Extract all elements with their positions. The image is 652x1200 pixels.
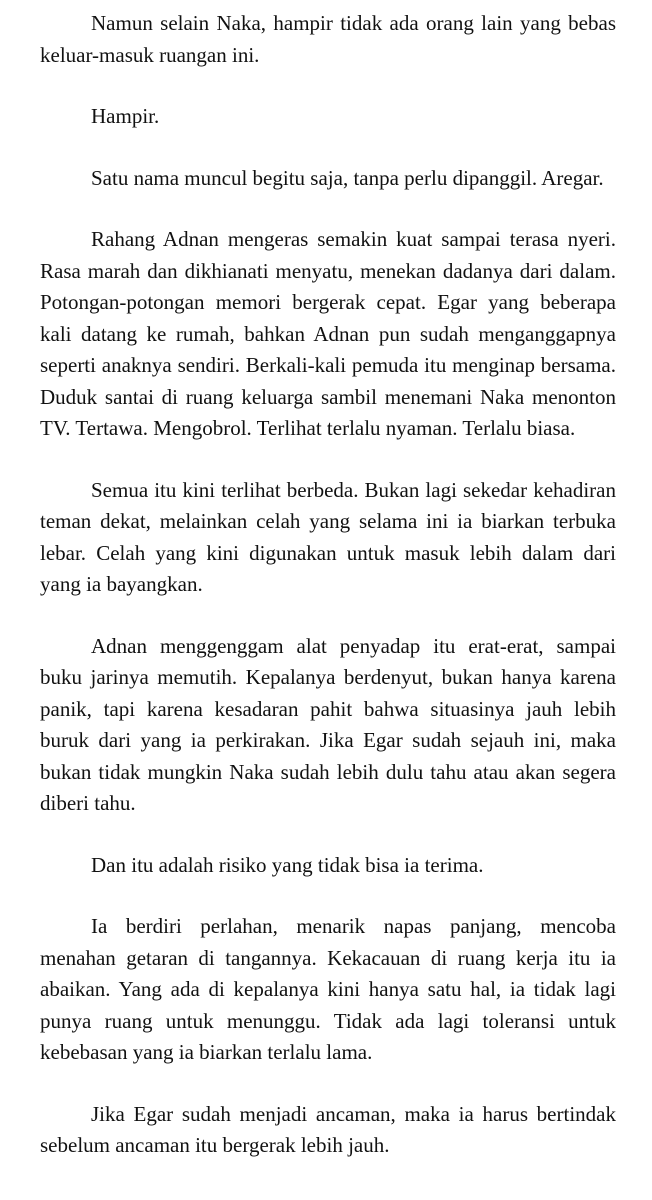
paragraph-8: Ia berdiri perlahan, menarik napas panjang, mencoba menahan getaran di tangannya. Kekacauan di ruang kerja itu ia abaikan. Yang ada di kepalanya kini hanya satu hal, ia tidak lagi punya ruang untuk menunggu. Tidak ada lagi toleransi untuk kebebasan yang ia biarkan terlalu lama.: [40, 914, 616, 1064]
paragraph-5: Semua itu kini terlihat berbeda. Bukan lagi sekedar kehadiran teman dekat, melainkan celah yang selama ini ia biarkan terbuka lebar. Celah yang kini digunakan untuk masuk lebih dalam dari yang ia bayangkan.: [40, 477, 616, 596]
paragraph-6: Adnan menggenggam alat penyadap itu erat-erat, sampai buku jarinya memutih. Kepalanya berdenyut, bukan hanya karena panik, tapi karena kesadaran pahit bahwa situasinya jauh lebih buruk dari yang ia perkirakan. Jika Egar sudah sejauh ini, maka bukan tidak mungkin Naka sudah lebih dulu tahu atau akan segera diberi tahu.: [40, 633, 616, 815]
paragraph-2: Hampir.: [91, 104, 160, 128]
paragraph-4: Rahang Adnan mengeras semakin kuat sampai terasa nyeri. Rasa marah dan dikhianati menyatu, menekan dadanya dari dalam. Potongan-potongan memori bergerak cepat. Egar yang beberapa kali datang ke rumah, bahkan Adnan pun sudah menganggapnya seperti anaknya sendiri. Berkali-kali pemuda itu menginap bersama. Duduk santai di ruang keluarga sambil menemani Naka menonton TV. Tertawa. Mengobrol. Terlihat terlalu nyaman. Terlalu biasa.: [40, 227, 616, 440]
paragraph-7: Dan itu adalah risiko yang tidak bisa ia terima.: [91, 852, 484, 877]
paragraph-3: Satu nama muncul begitu saja, tanpa perlu dipanggil. Aregar.: [91, 165, 604, 190]
paragraph-1: Namun selain Naka, hampir tidak ada orang lain yang bebas keluar-masuk ruangan ini.: [40, 11, 616, 67]
paragraph-9: Jika Egar sudah menjadi ancaman, maka ia harus bertindak sebelum ancaman itu bergerak lebih jauh.: [40, 1101, 616, 1157]
